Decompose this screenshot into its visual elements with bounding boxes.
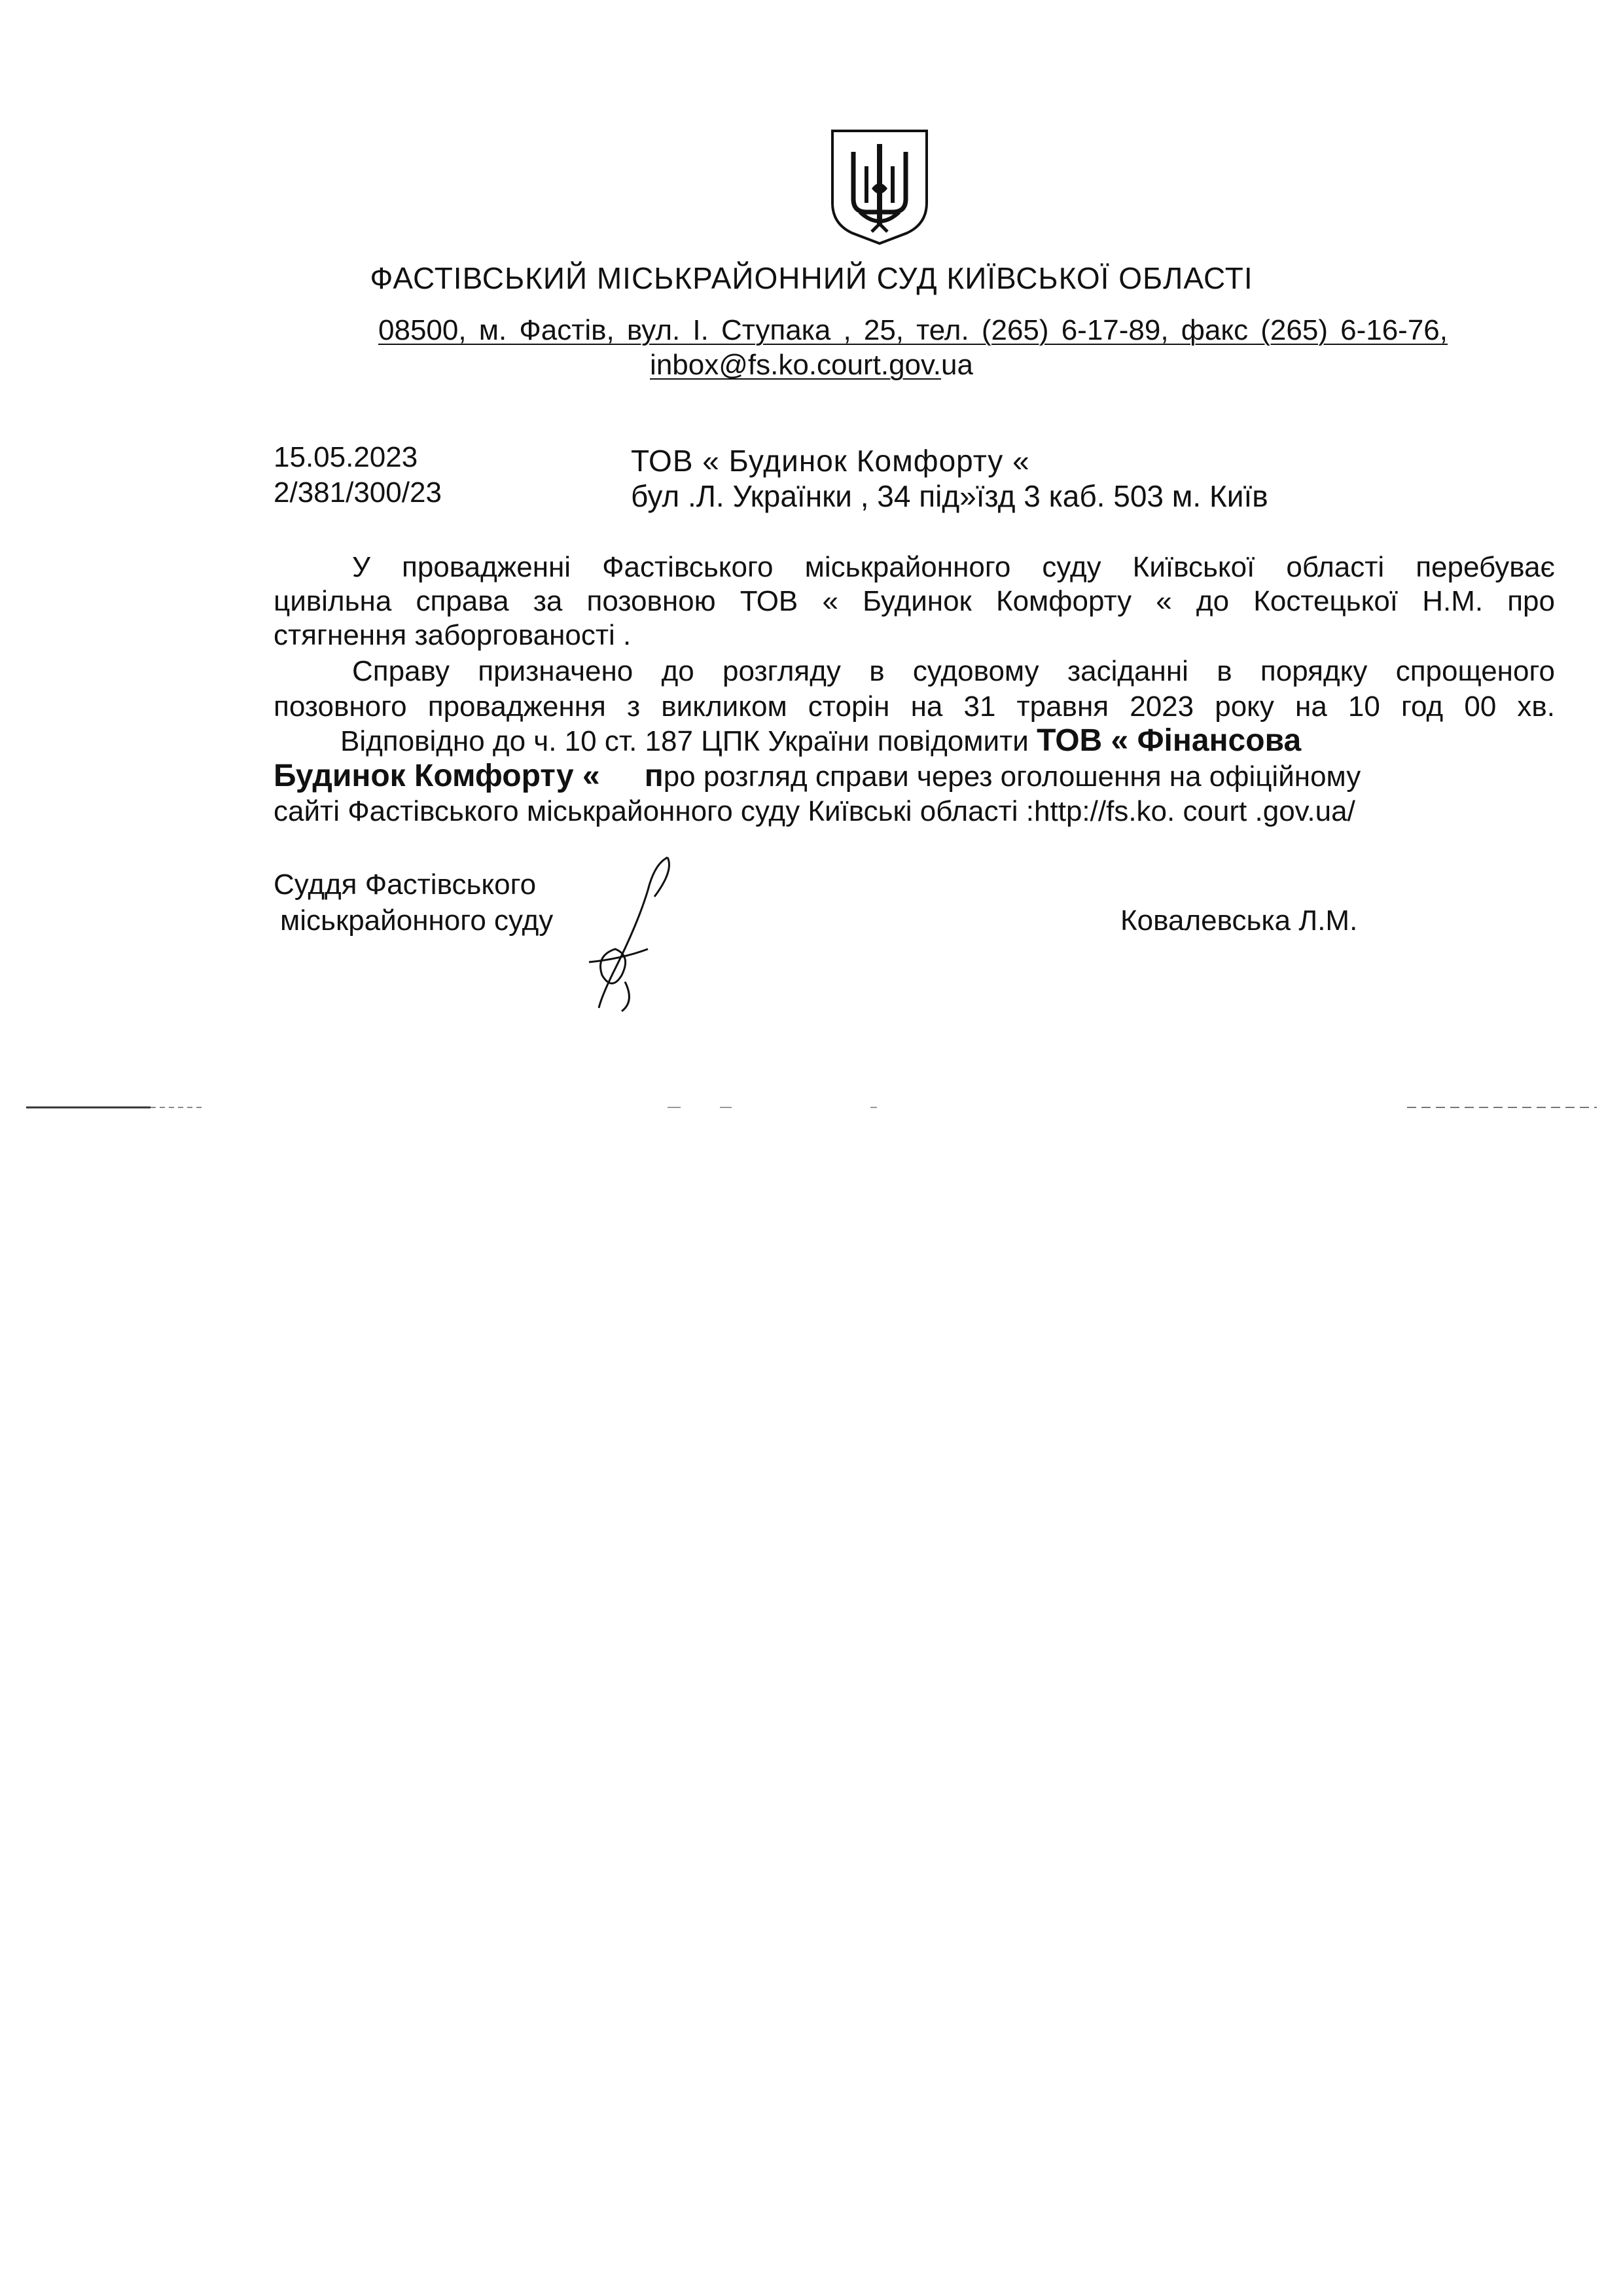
recipient-address: бул .Л. Українки , 34 під»їзд 3 каб. 503 м. Київ <box>631 479 1268 513</box>
notice-party-name-bold-cont: Будинок Комфорту « <box>274 759 600 793</box>
notice-text-rest: ро розгляд справи через оголошення на офіційному <box>663 761 1361 793</box>
judge-title-line-2: міськрайонного суду <box>280 905 554 937</box>
notice-text-start: Відповідно до ч. 10 ст. 187 ЦПК України повідомити <box>340 725 1037 757</box>
court-email-link[interactable]: inbox@fs.ko.court.gov. <box>650 349 941 381</box>
ukrainian-trident-icon <box>826 126 933 246</box>
court-email-line <box>0 351 1623 380</box>
body-paragraph-2-line-2: позовного провадження з викликом сторін на 31 травня 2023 року на 10 год 00 хв. <box>274 691 1555 723</box>
body-paragraph-1-line-3: стягнення заборгованості . <box>274 619 632 651</box>
body-paragraph-3-line-1 <box>340 725 1301 757</box>
notice-bold-letter: п <box>644 759 664 793</box>
court-name: ФАСТІВСЬКИЙ МІСЬКРАЙОННИЙ СУД КИЇВСЬКОЇ ОБЛАСТІ <box>370 261 1253 295</box>
recipient-name: ТОВ « Будинок Комфорту « <box>631 444 1030 478</box>
court-address-line: 08500, м. Фастів, вул. І. Ступака , 25, тел. (265) 6-17-89, факс (265) 6-16-76, <box>378 314 1448 346</box>
body-paragraph-2-line-1: Справу призначено до розгляду в судовому засіданні в порядку спрощеного <box>352 655 1555 687</box>
letter-date: 15.05.2023 <box>274 441 418 473</box>
court-email-tail: ua <box>941 349 973 381</box>
handwritten-signature <box>576 851 681 1014</box>
body-paragraph-1-line-1: У провадженні Фастівського міськрайонного суду Київської області перебуває <box>352 551 1555 583</box>
notice-party-name-bold: ТОВ « Фінансова <box>1037 723 1302 758</box>
case-number: 2/381/300/23 <box>274 476 442 509</box>
judge-name: Ковалевська Л.М. <box>1120 905 1358 937</box>
body-paragraph-1-line-2: цивільна справа за позовною ТОВ « Будинок Комфорту « до Костецької Н.М. про <box>274 585 1555 617</box>
judge-title-line-1: Суддя Фастівського <box>274 869 537 901</box>
body-paragraph-3-line-3: сайті Фастівського міськрайонного суду Київські області :http://fs.ko. court .gov.ua/ <box>274 795 1355 827</box>
body-paragraph-3-line-2 <box>274 761 1361 792</box>
scan-edge-marks <box>0 1105 1623 1110</box>
